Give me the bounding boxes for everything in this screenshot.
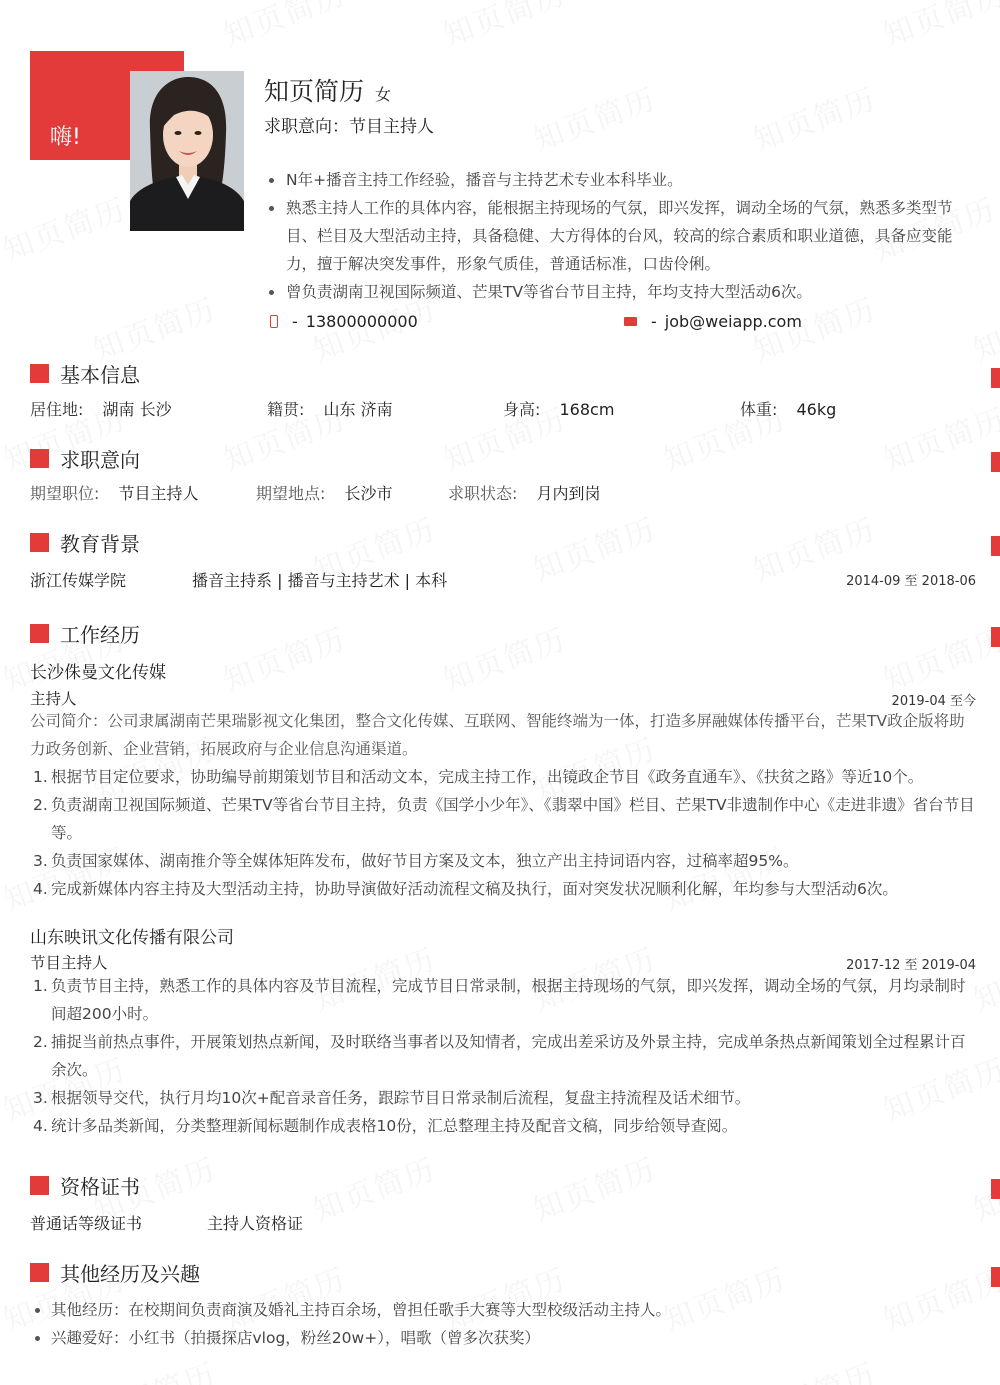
phone-icon — [270, 315, 278, 328]
job-role: 主持人 — [30, 690, 77, 708]
watermark — [876, 614, 1000, 699]
list-item: 4. 统计多品类新闻，分类整理新闻标题制作成表格10份，汇总整理主持及配音文稿，同步给领导查阅。 — [33, 1117, 738, 1135]
separator: - — [651, 312, 657, 331]
section-title: 基本信息 — [60, 363, 140, 387]
duty-text: 捕捉当前热点事件，开展策划热点新闻，及时联络当事者以及知情者，完成出差采访及外景主持，完成单条热点新闻策划全过程累计百余次。 — [51, 1033, 966, 1079]
watermark — [86, 284, 221, 369]
intent-location — [256, 481, 393, 504]
summary-item: N年+播音主持工作经验，播音与主持艺术专业本科毕业。 — [266, 166, 978, 194]
duty-text: 根据节目定位要求，协助编导前期策划节目和活动文本，完成主持工作，出镜政企节目《政务直通车》、《扶贫之路》等近10个。 — [51, 768, 924, 786]
watermark — [216, 0, 351, 55]
info-label: 籍贯: — [267, 400, 305, 419]
info-label: 体重: — [740, 400, 778, 419]
watermark — [0, 184, 132, 269]
greeting: 嗨! — [50, 125, 81, 150]
contact-email — [624, 312, 802, 331]
info-value: 长沙市 — [344, 484, 393, 503]
info-value: 46kg — [796, 400, 837, 419]
separator: - — [292, 312, 298, 331]
duty-text: 负责国家媒体、湖南推介等全媒体矩阵发布，做好节目方案及文本，独立产出主持词语内容，过稿率超95%。 — [51, 852, 799, 870]
section-marker — [30, 533, 49, 552]
summary-list — [266, 166, 978, 306]
section-education — [30, 528, 140, 557]
certificate-item: 普通话等级证书 — [30, 1214, 143, 1233]
duty-text: 根据领导交代，执行月均10次+配音录音任务，跟踪节目日常录制后流程，复盘主持流程及话术细节。 — [51, 1089, 751, 1107]
list-item: 3. 负责国家媒体、湖南推介等全媒体矩阵发布，做好节目方案及文本，独立产出主持词语内容，过稿率超95%。 — [33, 852, 799, 870]
watermark — [746, 1349, 881, 1385]
duty-text: 完成新媒体内容主持及大型活动主持，协助导演做好活动流程文稿及执行，面对突发状况顺利化解，年均参与大型活动6次。 — [51, 880, 898, 898]
job-date: 2017-12 至 2019-04 — [846, 958, 976, 973]
info-height — [503, 397, 614, 420]
side-marker — [991, 368, 1000, 388]
section-other — [30, 1258, 200, 1287]
summary-item: 熟悉主持人工作的具体内容，能根据主持现场的气氛，即兴发挥，调动全场的气氛，熟悉多类型节目、栏目及大型活动主持，具备稳健、大方得体的台风，较高的综合素质和职业道德，具备应变能力，擅于解决突发事件，形象气质佳，普通话标准，口齿伶俐。 — [266, 194, 978, 278]
section-marker — [30, 624, 49, 643]
watermark — [526, 504, 661, 589]
duty-text: 统计多品类新闻，分类整理新闻标题制作成表格10份，汇总整理主持及配音文稿，同步给领导查阅。 — [51, 1117, 738, 1135]
side-marker — [991, 1179, 1000, 1199]
side-marker — [991, 1267, 1000, 1287]
list-item: 3. 根据领导交代，执行月均10次+配音录音任务，跟踪节目日常录制后流程，复盘主持流程及话术细节。 — [33, 1089, 751, 1107]
list-item: 兴趣爱好：小红书（拍摄探店vlog，粉丝20w+），唱歌（曾多次获奖） — [30, 1324, 975, 1352]
section-marker — [30, 1176, 49, 1195]
education-school: 浙江传媒学院 — [30, 571, 127, 590]
list-item: 2. 捕捉当前热点事件，开展策划热点新闻，及时联络当事者以及知情者，完成出差采访及外景主持，完成单条热点新闻策划全过程累计百余次。 — [33, 1033, 966, 1079]
list-item: 1. 负责节目主持，熟悉工作的具体内容及节目流程，完成节目日常录制，根据主持现场的气氛，即兴发挥，调动全场的气氛，月均录制时间超200小时。 — [33, 977, 966, 1023]
info-value: 湖南 长沙 — [102, 400, 172, 419]
duty-text: 负责湖南卫视国际频道、芒果TV等省台节目主持，负责《国学小少年》、《翡翠中国》栏目、芒果TV非遗制作中心《走进非遗》省台节目等。 — [51, 796, 975, 842]
job-duties — [30, 972, 975, 1140]
mail-icon — [624, 317, 637, 326]
watermark — [746, 74, 881, 159]
watermark — [526, 1144, 661, 1229]
profile-photo — [130, 71, 244, 231]
info-value: 168cm — [559, 400, 615, 419]
job-date: 2019-04 至今 — [891, 694, 976, 709]
side-marker — [991, 452, 1000, 472]
watermark — [526, 74, 661, 159]
info-label: 居住地: — [30, 400, 84, 419]
info-value: 月内到岗 — [536, 484, 601, 503]
list-item: 2. 负责湖南卫视国际频道、芒果TV等省台节目主持，负责《国学小少年》、《翡翠中国》栏目、芒果TV非遗制作中心《走进非遗》省台节目等。 — [33, 796, 975, 842]
contact-phone — [270, 312, 418, 331]
watermark — [876, 394, 1000, 479]
info-label: 求职状态: — [448, 484, 518, 503]
list-item: 1. 根据节目定位要求，协助编导前期策划节目和活动文本，完成主持工作，出镜政企节目《政务直通车》、《扶贫之路》等近10个。 — [33, 768, 924, 786]
summary-item: 曾负责湖南卫视国际频道、芒果TV等省台节目主持，年均支持大型活动6次。 — [266, 278, 978, 306]
intent-position — [30, 481, 199, 504]
duty-text: 负责节目主持，熟悉工作的具体内容及节目流程，完成节目日常录制，根据主持现场的气氛，即兴发挥，调动全场的气氛，月均录制时间超200小时。 — [51, 977, 966, 1023]
section-marker — [30, 449, 49, 468]
other-list — [30, 1296, 975, 1352]
section-title: 教育背景 — [60, 532, 140, 556]
section-work — [30, 619, 140, 648]
info-value: 节目主持人 — [118, 484, 199, 503]
section-basic-info — [30, 359, 140, 388]
section-title: 资格证书 — [60, 1175, 140, 1199]
info-value: 山东 济南 — [323, 400, 393, 419]
watermark — [876, 0, 1000, 55]
info-residence — [30, 397, 172, 420]
info-label: 期望职位: — [30, 484, 100, 503]
info-weight — [740, 397, 836, 420]
list-item: 4. 完成新媒体内容主持及大型活动主持，协助导演做好活动流程文稿及执行，面对突发状况顺利化解，年均参与大型活动6次。 — [33, 880, 898, 898]
email-address: job@weiapp.com — [664, 312, 802, 331]
side-marker — [991, 627, 1000, 647]
job-company: 长沙侏曼文化传媒 — [30, 663, 166, 683]
intent-status — [448, 481, 601, 504]
info-hometown — [267, 397, 393, 420]
side-marker — [991, 536, 1000, 556]
section-marker — [30, 1263, 49, 1282]
section-title: 工作经历 — [60, 623, 140, 647]
watermark — [436, 614, 571, 699]
candidate-name: 知页简历 — [264, 77, 365, 106]
section-certificates — [30, 1171, 140, 1200]
education-date: 2014-09 至 2018-06 — [846, 574, 976, 589]
section-title: 其他经历及兴趣 — [60, 1262, 200, 1286]
job-role: 节目主持人 — [30, 954, 108, 972]
education-major: 播音主持系 | 播音与主持艺术 | 本科 — [192, 571, 448, 590]
list-item: 其他经历：在校期间负责商演及婚礼主持百余场，曾担任歌手大赛等大型校级活动主持人。 — [30, 1296, 975, 1324]
section-marker — [30, 364, 49, 383]
job-duties — [30, 763, 975, 903]
watermark — [436, 0, 571, 55]
watermark — [306, 1144, 441, 1229]
phone-number: 13800000000 — [305, 312, 418, 331]
job-intent-headline: 求职意向：节目主持人 — [264, 117, 434, 137]
section-job-intent — [30, 444, 140, 473]
info-label: 身高: — [503, 400, 541, 419]
info-label: 期望地点: — [256, 484, 326, 503]
watermark — [216, 614, 351, 699]
candidate-gender: 女 — [375, 85, 392, 104]
section-title: 求职意向 — [60, 448, 140, 472]
watermark — [86, 1349, 221, 1385]
job-company: 山东映讯文化传播有限公司 — [30, 928, 234, 948]
job-company-description: 公司简介：公司隶属湖南芒果瑞影视文化集团，整合文化传媒、互联网、智能终端为一体，打造多屏融媒体传播平台，芒果TV政企版将助力政务创新、企业营销，拓展政府与企业信息沟通渠道。 — [30, 712, 965, 758]
certificate-item: 主持人资格证 — [207, 1214, 304, 1233]
